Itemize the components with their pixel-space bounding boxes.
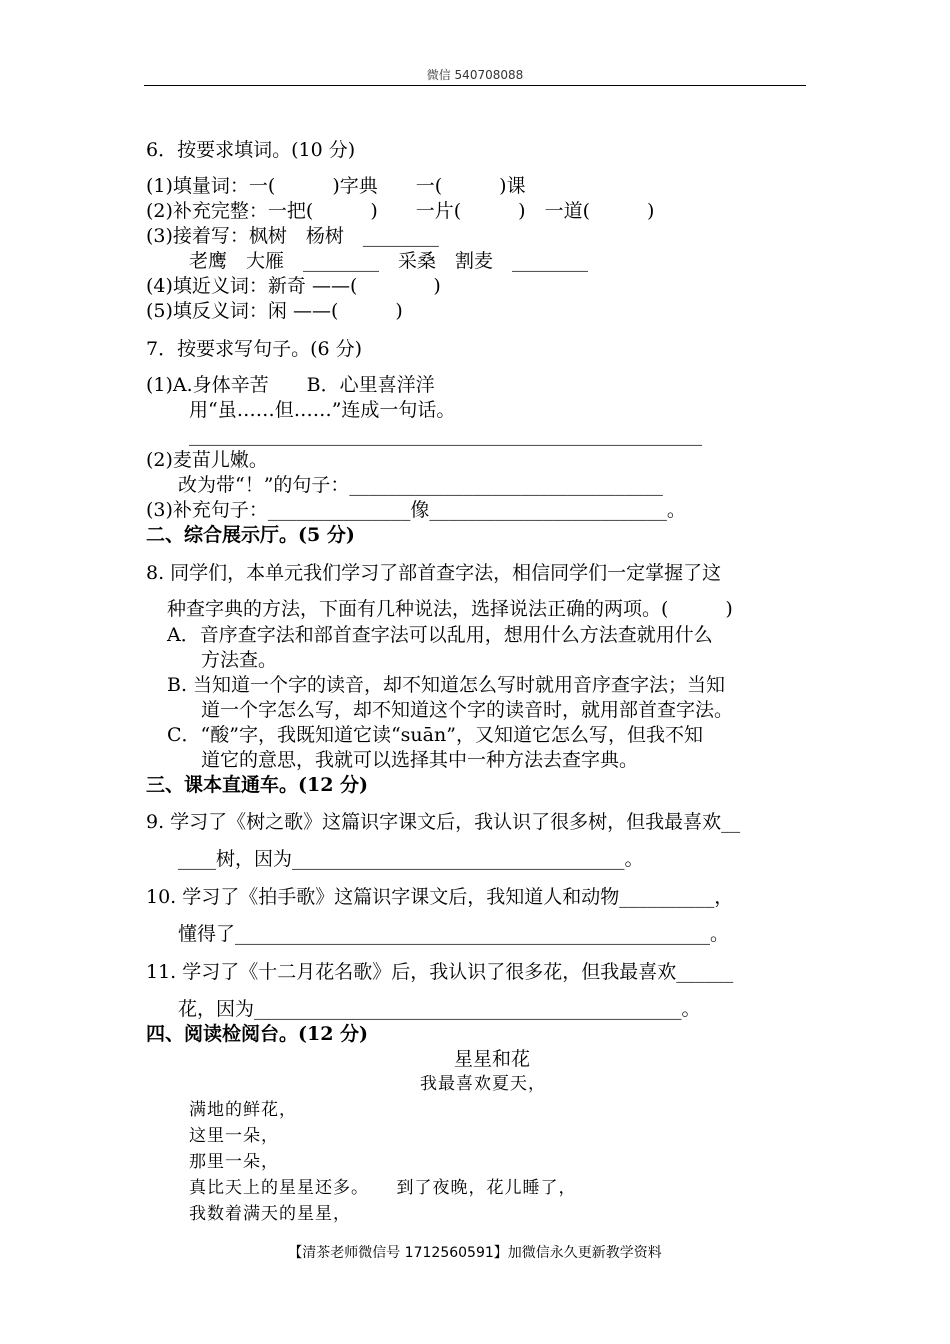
- q7-line1: (1)A.身体辛苦 B．心里喜洋洋: [146, 374, 435, 396]
- q6-line1: (1)填量词：一( )字典 一( )课: [146, 175, 526, 197]
- q7-line2: (2)麦苗儿嫩。: [146, 449, 268, 471]
- q7-line1c: ______________________________________________________: [189, 424, 702, 446]
- q6-line3: (3)接着写：枫树 杨树 ________: [146, 225, 439, 247]
- poem-title: 星星和花: [454, 1048, 531, 1070]
- q9-line1: 9. 学习了《树之歌》这篇识字课文后，我认识了很多树，但我最喜欢__: [146, 811, 741, 833]
- q6-line5: (5)填反义词：闲 ——( ): [146, 300, 403, 322]
- poem-line: 真比天上的星星还多。 到了夜晚，花儿睡了，: [189, 1178, 577, 1198]
- q8-line2: 种查字典的方法，下面有几种说法，选择说法正确的两项。( ): [167, 598, 733, 620]
- q11-line2: 花，因为_____________________________________________。: [178, 998, 701, 1020]
- q8-option-b-line1: B. 当知道一个字的读音，却不知道怎么写时就用音序查字法；当知: [167, 674, 726, 696]
- q7-line2b: 改为带“！”的句子：_________________________________: [178, 474, 663, 496]
- q6-line3b: 老鹰 大雁 ________ 采桑 割麦 ________: [189, 250, 589, 272]
- q6-line4: (4)填近义词：新奇 ——( ): [146, 275, 441, 297]
- q7-line1b: 用“虽……但……”连成一句话。: [189, 399, 456, 421]
- q8-option-a-line2: 方法查。: [201, 649, 278, 671]
- q7-title: 7．按要求写句子。(6 分): [146, 338, 363, 360]
- poem-line: 满地的鲜花，: [189, 1100, 297, 1120]
- header-rule: [144, 85, 806, 86]
- q8-option-b-line2: 道一个字怎么写，却不知道这个字的读音时，就用部首查字法。: [201, 699, 734, 721]
- q8-option-a-line1: A．音序查字法和部首查字法可以乱用，想用什么方法查就用什么: [167, 624, 713, 646]
- q10-line1: 10. 学习了《拍手歌》这篇识字课文后，我知道人和动物__________，: [146, 886, 734, 908]
- poem-line: 那里一朵，: [189, 1152, 279, 1172]
- section-3-title: 三、课本直通车。(12 分): [146, 774, 369, 796]
- q6-title: 6．按要求填词。(10 分): [146, 139, 356, 161]
- section-2-title: 二、综合展示厅。(5 分): [146, 524, 355, 546]
- q8-line1: 8. 同学们，本单元我们学习了部首查字法，相信同学们一定掌握了这: [146, 562, 722, 584]
- poem-line: 我最喜欢夏天，: [420, 1074, 546, 1094]
- poem-line: 我数着满天的星星，: [189, 1204, 351, 1224]
- q10-line2: 懂得了__________________________________________________。: [178, 923, 730, 945]
- q7-line3: (3)补充句子：_______________像_________________________。: [146, 499, 686, 521]
- footer-text: 【清茶老师微信号 1712560591】加微信永久更新教学资料: [288, 1245, 662, 1261]
- q9-line2: ____树，因为___________________________________。: [178, 848, 644, 870]
- q8-option-c-line2: 道它的意思，我就可以选择其中一种方法去查字典。: [201, 749, 639, 771]
- header-wechat: 微信 540708088: [426, 68, 524, 82]
- poem-line: 这里一朵，: [189, 1126, 279, 1146]
- q8-option-c-line1: C．“酸”字，我既知道它读“suān”，又知道它怎么写，但我不知: [167, 724, 703, 746]
- q6-line2: (2)补充完整：一把( ) 一片( ) 一道( ): [146, 200, 655, 222]
- q11-line1: 11. 学习了《十二月花名歌》后，我认识了很多花，但我最喜欢______: [146, 961, 734, 983]
- section-4-title: 四、阅读检阅台。(12 分): [146, 1023, 369, 1045]
